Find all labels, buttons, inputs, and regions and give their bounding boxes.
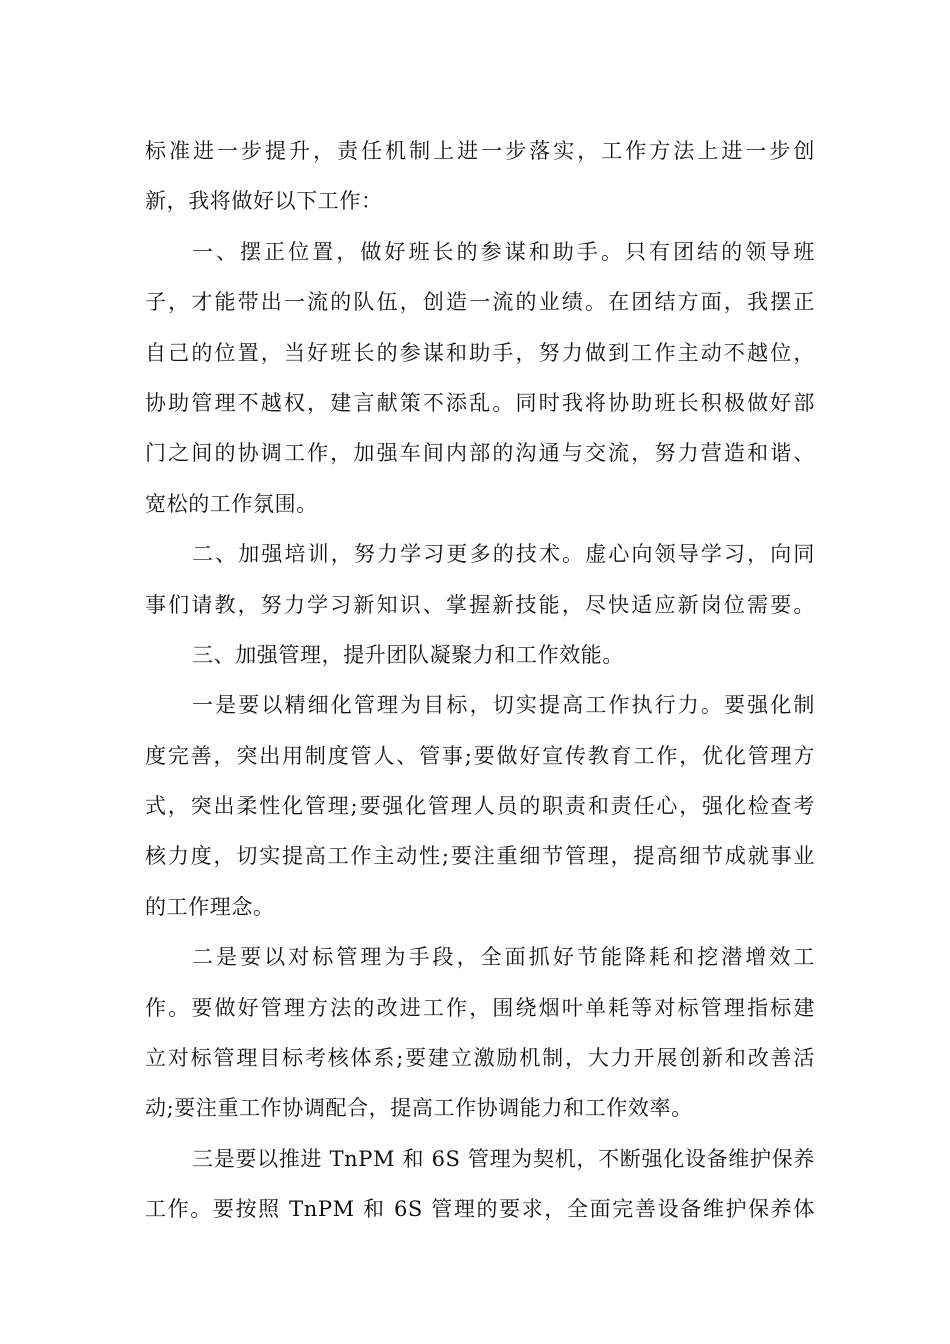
text-line: 门之间的协调工作，加强车间内部的沟通与交流，努力营造和谐、	[145, 441, 815, 466]
text-line: 三是要以推进 TnPM 和 6S 管理为契机，不断强化设备维护保养	[192, 1146, 815, 1171]
text-line: 新，我将做好以下工作：	[145, 189, 383, 214]
text-line: 子，才能带出一流的队伍，创造一流的业绩。在团结方面，我摆正	[145, 290, 815, 315]
text-line: 三、加强管理，提升团队凝聚力和工作效能。	[192, 642, 624, 667]
text-line: 事们请教，努力学习新知识、掌握新技能，尽快适应新岗位需要。	[145, 592, 815, 617]
paragraph-intro	[145, 126, 815, 227]
text-line: 二是要以对标管理为手段，全面抓好节能降耗和挖潜增效工	[192, 945, 815, 970]
text-line: 核力度，切实提高工作主动性;要注重细节管理，提高细节成就事业	[145, 844, 815, 869]
document-body	[145, 126, 815, 1235]
paragraph-section-3	[145, 630, 815, 680]
text-line: 度完善，突出用制度管人、管事;要做好宣传教育工作，优化管理方	[145, 743, 815, 768]
text-line: 自己的位置，当好班长的参谋和助手，努力做到工作主动不越位，	[145, 340, 815, 365]
text-line: 工作。要按照 TnPM 和 6S 管理的要求，全面完善设备维护保养体	[145, 1197, 815, 1222]
paragraph-section-1	[145, 227, 815, 529]
text-line: 协助管理不越权，建言献策不添乱。同时我将协助班长积极做好部	[145, 390, 815, 415]
text-line: 式，突出柔性化管理;要强化管理人员的职责和责任心，强化检查考	[145, 794, 815, 819]
text-line: 作。要做好管理方法的改进工作，围绕烟叶单耗等对标管理指标建	[145, 995, 815, 1020]
text-line: 立对标管理目标考核体系;要建立激励机制，大力开展创新和改善活	[145, 1046, 815, 1071]
paragraph-point-2	[145, 932, 815, 1134]
paragraph-point-1	[145, 680, 815, 932]
text-line: 的工作理念。	[145, 894, 275, 919]
text-line: 一、摆正位置，做好班长的参谋和助手。只有团结的领导班	[192, 239, 815, 264]
text-line: 标准进一步提升，责任机制上进一步落实，工作方法上进一步创	[145, 139, 815, 163]
text-line: 二、加强培训，努力学习更多的技术。虚心向领导学习，向同	[192, 542, 815, 567]
text-line: 宽松的工作氛围。	[145, 491, 318, 516]
text-line: 动;要注重工作协调配合，提高工作协调能力和工作效率。	[145, 1096, 693, 1121]
paragraph-section-2	[145, 529, 815, 630]
text-line: 一是要以精细化管理为目标，切实提高工作执行力。要强化制	[192, 693, 815, 718]
paragraph-point-3	[145, 1134, 815, 1235]
